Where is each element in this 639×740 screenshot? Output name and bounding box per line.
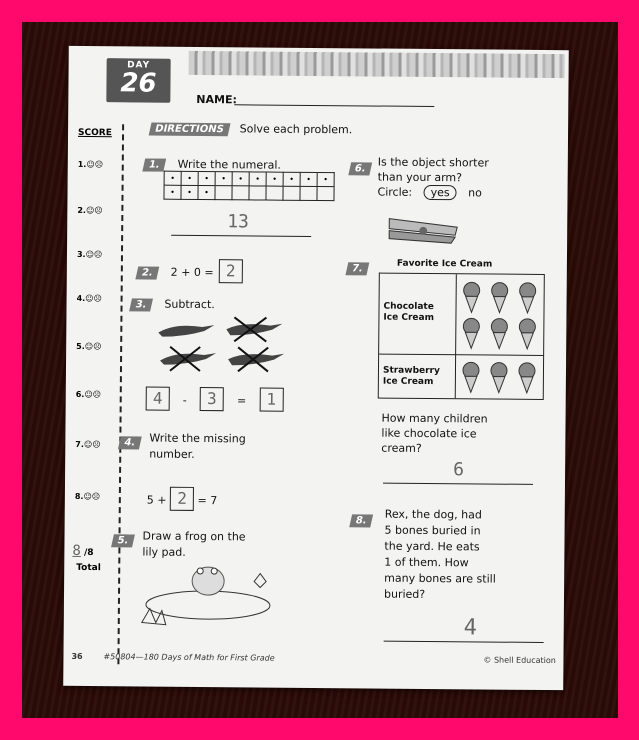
answer-box: 4 xyxy=(146,387,170,411)
equation-left: 5 + xyxy=(146,493,167,507)
problem-line: than your arm? xyxy=(377,170,463,185)
problem-line: 1 of them. How xyxy=(384,555,469,570)
table-divider xyxy=(455,274,457,398)
circle-choice-row xyxy=(377,185,488,201)
problem-number: 6. xyxy=(348,162,372,175)
score-row: 8.☺☹ xyxy=(74,491,101,502)
ten-frame-cell xyxy=(283,186,300,200)
answer-box: 2 xyxy=(219,259,243,283)
ten-frame-cell: • xyxy=(283,172,300,186)
problem-line: lily pad. xyxy=(142,545,186,559)
problem-1 xyxy=(144,152,281,172)
row-label-line: Ice Cream xyxy=(382,376,434,388)
equals-sign: = xyxy=(236,394,247,408)
row-label-chocolate xyxy=(383,302,434,324)
problem-text xyxy=(149,431,246,464)
page-number: 36 xyxy=(71,651,83,661)
ten-frame-cell xyxy=(215,186,232,200)
ten-frame-cell: • xyxy=(198,185,215,199)
copyright: © Shell Education xyxy=(483,655,556,666)
problem-line: the yard. He eats xyxy=(384,539,480,554)
ten-frame-cell: • xyxy=(181,171,198,185)
answer-box: 2 xyxy=(170,487,194,511)
problem-number: 2. xyxy=(135,266,159,279)
circle-label: Circle: xyxy=(377,185,413,199)
ten-frame-cell: • xyxy=(164,185,181,199)
answer-1: 13 xyxy=(227,211,250,233)
problem-text: Write the numeral. xyxy=(177,157,282,172)
day-label: DAY xyxy=(127,60,151,71)
minus-sign: - xyxy=(182,393,187,407)
row-label-strawberry xyxy=(383,366,440,388)
answer-8: 4 xyxy=(463,615,478,641)
problem-3 xyxy=(130,292,214,312)
problem-2 xyxy=(137,258,243,283)
problem-8 xyxy=(351,508,372,527)
ten-frame-cell: • xyxy=(164,171,181,185)
ten-frame-cell xyxy=(300,186,317,200)
directions-text: Solve each problem. xyxy=(239,122,353,137)
directions-row xyxy=(150,117,352,138)
score-row: 6.☺☹ xyxy=(75,389,102,400)
ten-frame-cell xyxy=(266,186,283,200)
problem-6 xyxy=(350,156,371,175)
ten-frame-cell: • xyxy=(266,172,283,186)
equation-right: = 7 xyxy=(197,493,218,508)
yes-choice-circled: yes xyxy=(424,185,457,200)
answer-line xyxy=(171,235,311,237)
row-label-line: Strawberry xyxy=(382,365,440,377)
directions-badge: DIRECTIONS xyxy=(149,123,230,137)
total-score xyxy=(72,543,93,559)
problem-number: 7. xyxy=(345,262,369,275)
question-line: How many children xyxy=(381,411,488,426)
name-label: NAME: xyxy=(196,92,237,107)
score-row: 2.☺☹ xyxy=(77,205,103,216)
problem-line: Draw a frog on the xyxy=(142,529,246,544)
clothespin-picture xyxy=(385,209,465,246)
ice-cream-table xyxy=(378,273,545,400)
problem-line: Rex, the dog, had xyxy=(384,507,482,522)
score-row: 1.☺☹ xyxy=(77,159,104,170)
problem-text xyxy=(377,155,488,201)
score-row: 5.☺☹ xyxy=(76,341,102,352)
score-row: 7.☺☹ xyxy=(75,439,101,450)
ten-frame-cell: • xyxy=(232,172,249,186)
answer-line xyxy=(384,641,544,643)
problem-number: 8. xyxy=(349,514,373,527)
problem-line: many bones are still xyxy=(384,571,496,586)
chart-title: Favorite Ice Cream xyxy=(396,258,493,270)
ten-frame-cell: • xyxy=(181,185,198,199)
answer-box: 3 xyxy=(200,387,224,411)
problem-number: 5. xyxy=(111,534,135,547)
name-line xyxy=(234,104,434,107)
ten-frame-cell: • xyxy=(249,172,266,186)
sidebar-divider xyxy=(117,124,124,664)
lily-pad-picture xyxy=(134,552,275,633)
ten-frame-cell xyxy=(317,187,334,201)
problem-number: 1. xyxy=(142,159,166,172)
answer-line xyxy=(383,483,533,485)
ten-frame-cell: • xyxy=(300,172,317,186)
score-row: 3.☺☹ xyxy=(76,249,103,260)
subtraction-row xyxy=(146,387,284,412)
problem-text: 2 + 0 = xyxy=(170,265,214,280)
problem-line: buried? xyxy=(383,587,426,601)
ten-frame-cell xyxy=(232,186,249,200)
problem-line: Write the missing xyxy=(149,431,246,446)
problem-line: Is the object shorter xyxy=(377,155,489,170)
total-out-of: /8 xyxy=(83,547,94,559)
problem-text xyxy=(384,507,496,604)
score-header: SCORE xyxy=(77,127,112,139)
row-label-line: Chocolate xyxy=(383,301,434,313)
problem-5 xyxy=(112,528,133,547)
answer-box: 1 xyxy=(259,388,283,412)
question-line: like chocolate ice xyxy=(381,426,477,441)
total-label: Total xyxy=(76,562,101,574)
question-line: cream? xyxy=(381,441,422,455)
problem-text: Subtract. xyxy=(164,297,215,312)
problem-7 xyxy=(347,256,368,275)
problem-4 xyxy=(119,430,140,449)
problem-question xyxy=(381,411,487,457)
ten-frame xyxy=(163,171,334,201)
no-choice: no xyxy=(468,186,482,200)
problem-line: number. xyxy=(149,447,195,461)
missing-number-row xyxy=(147,487,218,512)
answer-7: 6 xyxy=(453,459,465,481)
total-value: 8 xyxy=(72,542,81,559)
ice-cream-pictograph xyxy=(459,278,542,395)
ten-frame-cell xyxy=(249,186,266,200)
book-title: #50804—180 Days of Math for First Grade xyxy=(103,652,275,663)
worksheet-page xyxy=(63,46,569,690)
problem-number: 3. xyxy=(129,298,153,311)
ten-frame-cell: • xyxy=(198,171,215,185)
day-badge xyxy=(106,58,170,103)
problem-number: 4. xyxy=(118,436,142,449)
score-row: 4.☺☹ xyxy=(76,293,102,304)
day-number: 26 xyxy=(120,68,157,99)
alligator-picture xyxy=(154,315,295,376)
row-label-line: Ice Cream xyxy=(383,312,435,324)
ten-frame-cell: • xyxy=(317,173,334,187)
ten-frame-cell: • xyxy=(215,172,232,186)
problem-line: 5 bones buried in xyxy=(384,523,481,538)
header-stripe xyxy=(189,51,565,78)
